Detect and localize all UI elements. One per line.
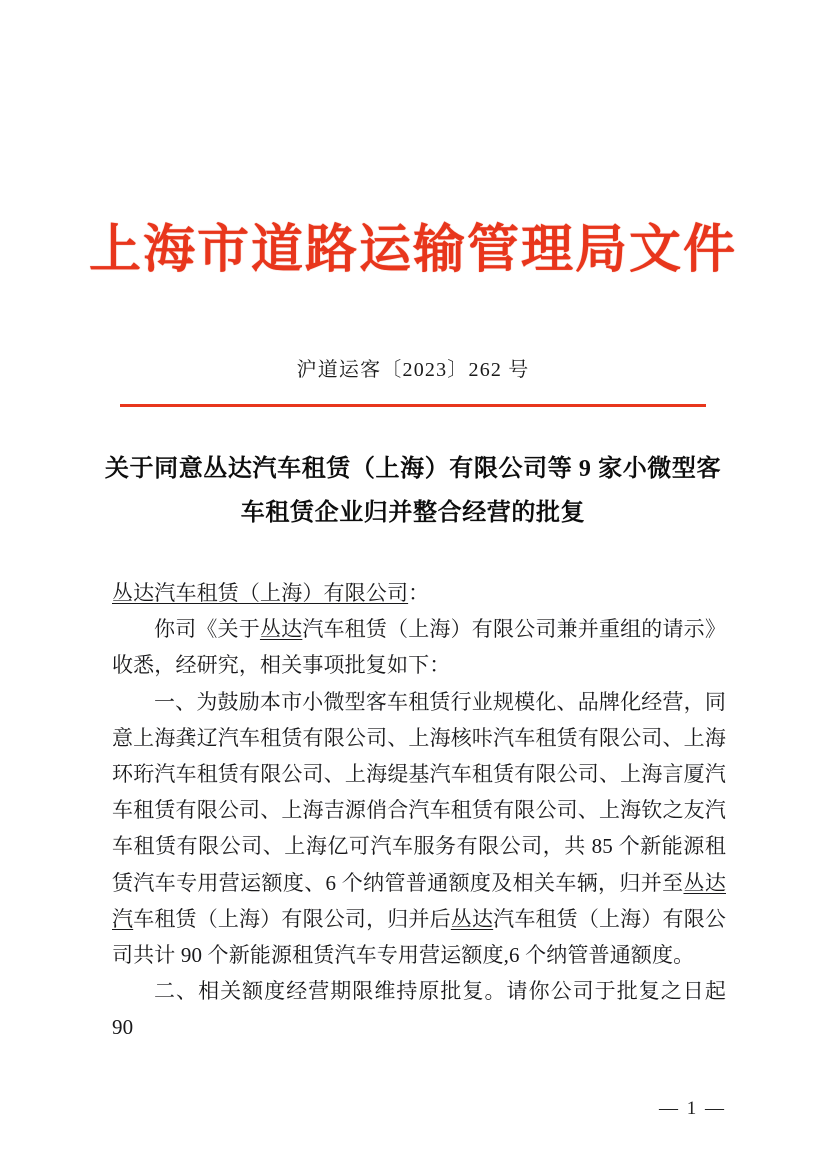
red-separator-rule [120,404,706,407]
document-number: 沪道运客〔2023〕262 号 [296,359,530,381]
page-number-footer: — 1 — [659,1098,726,1119]
masthead [0,222,826,280]
clause-one-paragraph [112,684,726,974]
intro-text-part-2: 汽车租赁（上海）有限公司兼并重组的请示》收悉，经研究，相关事项批复如下： [112,617,726,678]
document-number-row [0,353,826,382]
salutation-company-name: 丛达汽车租赁（上海）有限公司 [112,581,409,605]
page-title-line-1: 关于同意丛达汽车租赁（上海）有限公司等 9 家小微型客 [104,456,722,482]
clause-one-text-part-2: 车租赁（上海）有限公司，归并后 [133,906,451,931]
intro-text-part-1: 你司《关于 [154,617,260,642]
clause-one-company-underlined-1: 丛达汽 [112,870,726,931]
salutation-paragraph [112,575,726,611]
issuing-authority-title: 上海市道路运输管理局文件 [88,222,737,279]
document-body [112,575,726,1046]
intro-company-underlined: 丛达 [259,617,303,642]
page-title [104,447,722,535]
clause-two-paragraph: 二、相关额度经营期限维持原批复。请你公司于批复之日起 90 [112,979,726,1040]
clause-one-text-part-1: 一、为鼓励本市小微型客车租赁行业规模化、品牌化经营，同意上海龚辽汽车租赁有限公司、上海核咔汽车租赁有限公司、上海环珩汽车租赁有限公司、上海缇基汽车租赁有限公司、上海言厦汽车租赁有限公司、上海吉源俏合汽车租赁有限公司、上海钦之友汽车租赁有限公司、上海亿可汽车服务有限公司，共 85 个新能源租赁汽车专用营运额度、6 个纳管普通额度及相关车辆，归并至 [112,689,726,895]
clause-one-text-part-3: 汽车租赁（上海）有限公司共计 90 个新能源租赁汽车专用营运额度,6 个纳管普通额度。 [112,906,727,968]
clause-one-company-underlined-2: 丛达 [450,906,494,931]
intro-paragraph [112,611,726,683]
page-title-line-2: 车租赁企业归并整合经营的批复 [240,500,586,526]
salutation-colon: ： [408,581,430,605]
